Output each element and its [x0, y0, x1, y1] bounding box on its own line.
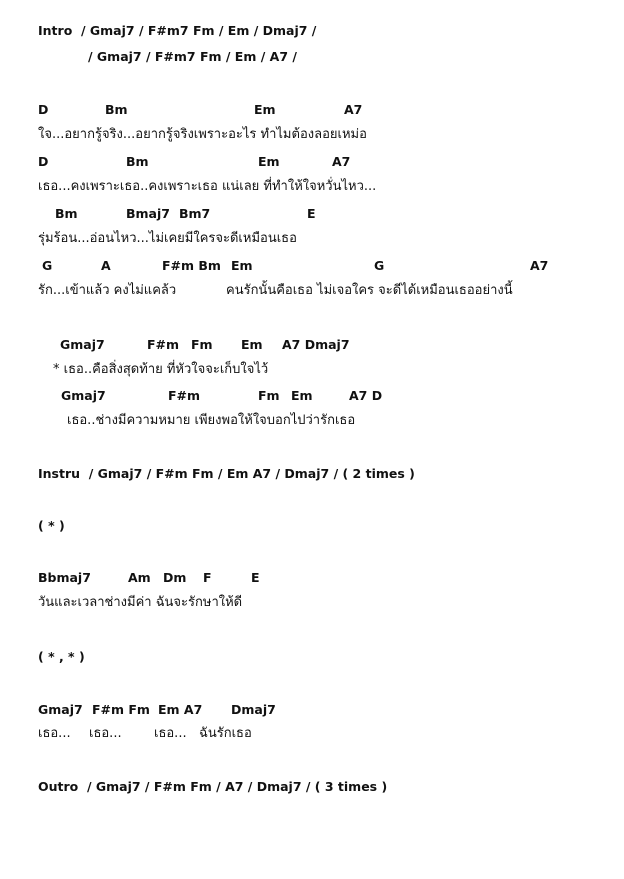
chord: Em — [241, 337, 263, 352]
chord: Bbmaj7 — [38, 570, 91, 585]
chord: Bm — [105, 102, 128, 117]
chord: A7 D — [349, 388, 383, 403]
chord: A7 — [530, 258, 549, 273]
lyric-line: คนรักนั้นคือเธอ ไม่เจอใคร จะดีได้เหมือนเธออย่างนี้ — [226, 283, 513, 298]
outro-line: Outro / Gmaj7 / F#m Fm / A7 / Dmaj7 / ( 3 times ) — [38, 779, 388, 794]
repeat-marker: ( * ) — [38, 518, 65, 533]
chord: Bmaj7 — [126, 206, 170, 221]
repeat-marker: ( * , * ) — [38, 649, 85, 664]
lyric-word: เธอ... — [154, 726, 187, 741]
lyric-line: วันและเวลาช่างมีค่า ฉันจะรักษาให้ดี — [38, 595, 243, 610]
intro-line-2: / Gmaj7 / F#m7 Fm / Em / A7 / — [88, 49, 297, 64]
chord: F#m — [147, 337, 180, 352]
chord: A7 — [332, 154, 351, 169]
chord: Em A7 — [158, 702, 203, 717]
chord: Em — [254, 102, 276, 117]
chord: F#m — [168, 388, 201, 403]
chord: A7 Dmaj7 — [282, 337, 350, 352]
chord: A — [101, 258, 111, 273]
lyric-word: เธอ... — [89, 726, 122, 741]
lyric-line: รัก...เข้าแล้ว คงไม่แคล้ว — [38, 283, 177, 298]
chord: Fm — [191, 337, 213, 352]
lyric-line: รุ่มร้อน...อ่อนไหว...ไม่เคยมีใครจะดีเหมือนเธอ — [38, 231, 297, 246]
chord: F — [203, 570, 212, 585]
chord: G — [42, 258, 53, 273]
lyric-line: ใจ...อยากรู้จริง...อยากรู้จริงเพราะอะไร ทำไมต้องลอยเหม่อ — [38, 127, 367, 142]
chord: G — [374, 258, 385, 273]
chord: F#m Bm — [162, 258, 221, 273]
chord: Dmaj7 — [231, 702, 276, 717]
chord: Bm7 — [179, 206, 211, 221]
lyric-line: เธอ...คงเพราะเธอ..คงเพราะเธอ แน่เลย ที่ทำให้ใจหวั่นไหว... — [38, 179, 377, 194]
chord: Gmaj7 — [38, 702, 83, 717]
lyric-word: เธอ... — [38, 726, 71, 741]
chord: Em — [258, 154, 280, 169]
chord: Bm — [55, 206, 78, 221]
chord: D — [38, 102, 49, 117]
chord: Em — [291, 388, 313, 403]
lyric-word: ฉันรักเธอ — [199, 726, 252, 741]
chord: Gmaj7 — [60, 337, 105, 352]
chord: Em — [231, 258, 253, 273]
chord: A7 — [344, 102, 363, 117]
chord: Dm — [163, 570, 187, 585]
chord: D — [38, 154, 49, 169]
chord: F#m Fm — [92, 702, 150, 717]
chord: Fm — [258, 388, 280, 403]
lyric-line: * เธอ..คือสิ่งสุดท้าย ที่หัวใจจะเก็บใจไว้ — [53, 362, 269, 377]
chord: E — [251, 570, 260, 585]
chord: Gmaj7 — [61, 388, 106, 403]
instru-line: Instru / Gmaj7 / F#m Fm / Em A7 / Dmaj7 / ( 2 times ) — [38, 466, 415, 481]
intro-line-1: Intro / Gmaj7 / F#m7 Fm / Em / Dmaj7 / — [38, 23, 317, 38]
lyric-line: เธอ..ช่างมีความหมาย เพียงพอให้ใจบอกไปว่ารักเธอ — [67, 413, 356, 428]
chord: E — [307, 206, 316, 221]
chord: Bm — [126, 154, 149, 169]
chord: Am — [128, 570, 151, 585]
